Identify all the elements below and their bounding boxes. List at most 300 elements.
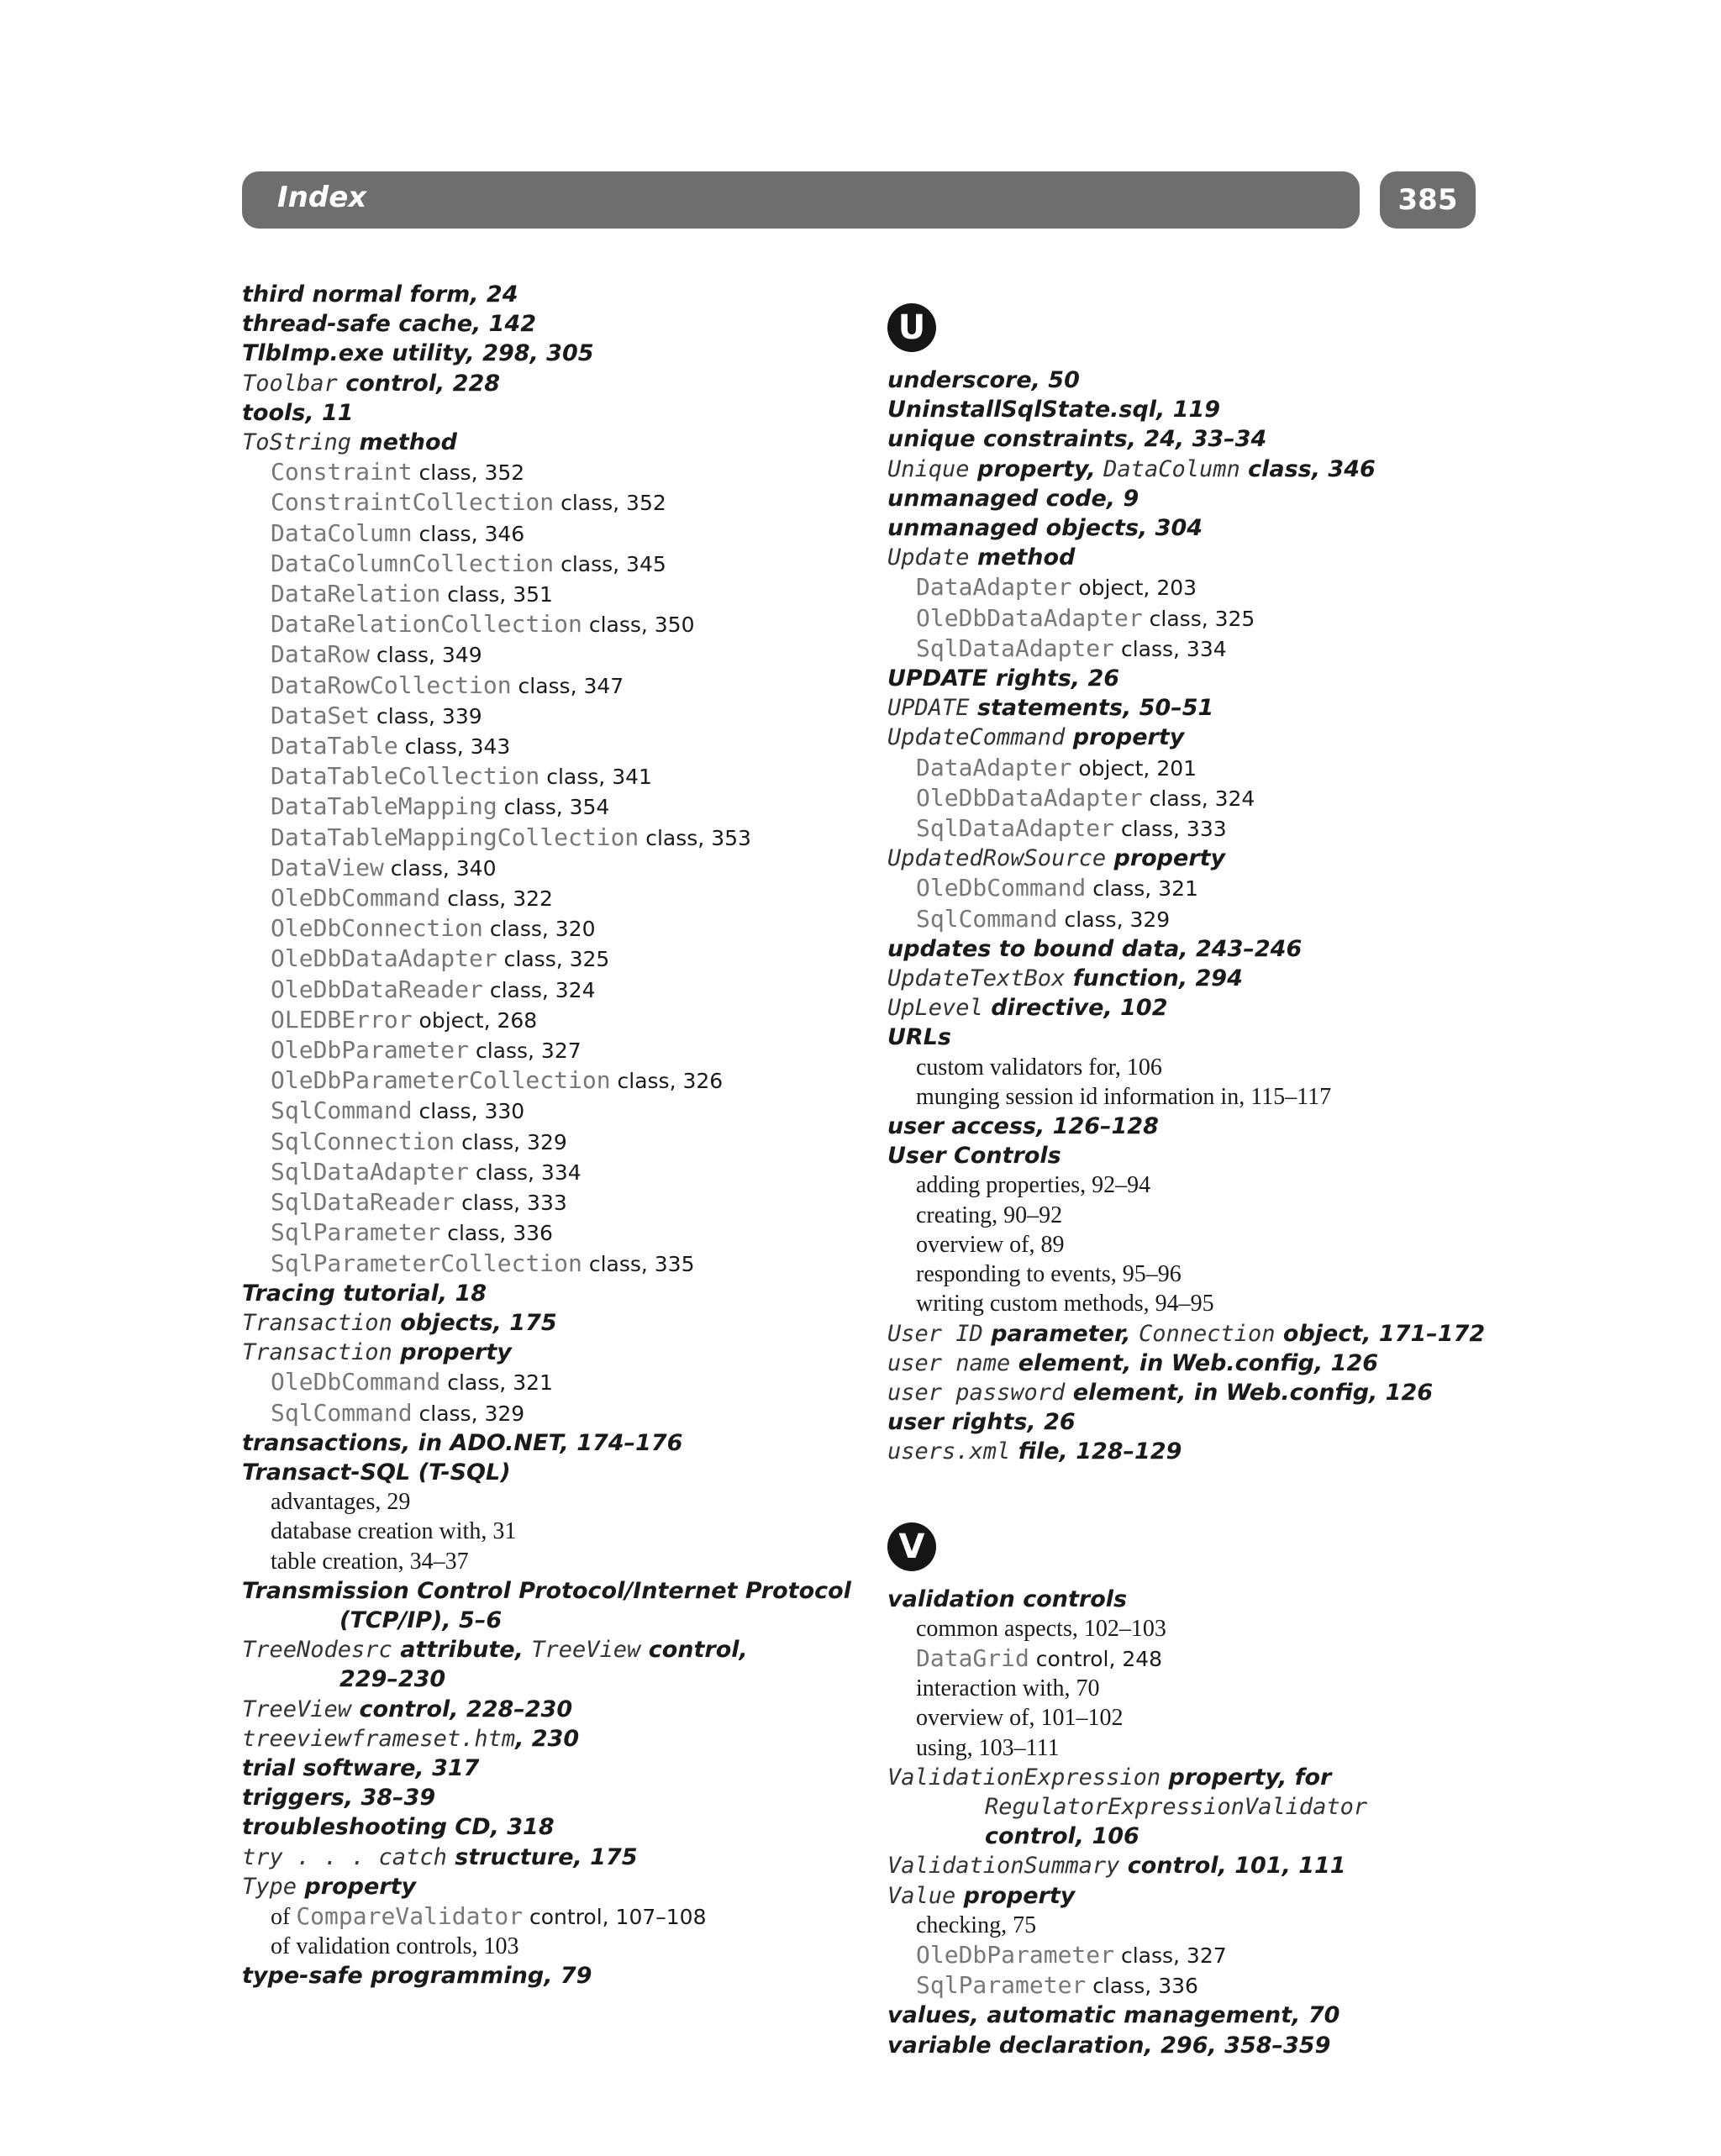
entry-text: common aspects, 102–103	[916, 1615, 1166, 1642]
index-subentry	[887, 1970, 1509, 2001]
entry-text: class, 326	[610, 1069, 724, 1094]
index-subentry	[887, 813, 1509, 844]
code-term: SqlCommand	[916, 904, 1058, 933]
entry-text: variable declaration, 296, 358–359	[887, 2032, 1331, 2059]
code-term: DataColumn	[1103, 455, 1240, 482]
index-subentry	[242, 639, 864, 670]
code-term: CompareValidator	[296, 1901, 524, 1930]
index-subentry	[887, 1053, 1509, 1082]
index-subentry	[887, 1289, 1509, 1318]
code-term: DataTableCollection	[271, 762, 540, 791]
code-term: SqlDataAdapter	[916, 814, 1115, 843]
index-subentry	[242, 701, 864, 731]
code-term: DataGrid	[916, 1643, 1029, 1672]
entry-text: statements, 50–51	[969, 695, 1214, 722]
index-subentry	[887, 1733, 1509, 1763]
entry-text: element, in Web.config, 126	[1065, 1379, 1434, 1406]
code-term: TreeView	[531, 1637, 641, 1664]
entry-text: Transmission Control Protocol/Internet Protocol	[242, 1577, 851, 1604]
entry-text: user rights, 26	[887, 1409, 1076, 1436]
code-term: ValidationSummary	[887, 1853, 1120, 1880]
code-term: Unique	[887, 455, 970, 482]
entry-text: of	[271, 1903, 297, 1930]
code-term: OleDbParameterCollection	[271, 1066, 611, 1095]
code-term: OleDbDataAdapter	[916, 603, 1143, 632]
code-term: SqlParameter	[916, 1971, 1087, 2000]
entry-text: tools, 11	[242, 399, 354, 426]
code-term: OleDbDataAdapter	[916, 783, 1143, 812]
index-entry	[887, 1763, 1509, 1792]
entry-text: class, 350	[582, 613, 695, 638]
index-subentry	[242, 1398, 864, 1428]
index-entry-continuation	[887, 1822, 1509, 1851]
code-term: TreeView	[242, 1696, 352, 1722]
entry-text: object, 171–172	[1275, 1320, 1486, 1347]
entry-text: URLs	[887, 1024, 951, 1051]
entry-text: class, 334	[1114, 636, 1227, 661]
entry-text: class, 334	[469, 1160, 582, 1185]
code-term: OleDbDataReader	[271, 975, 483, 1003]
index-entry-continuation	[242, 1606, 864, 1635]
entry-text: attribute,	[392, 1637, 532, 1664]
entry-text: adding properties, 92–94	[916, 1172, 1151, 1199]
entry-text: UPDATE rights, 26	[887, 665, 1120, 692]
index-entry	[242, 398, 864, 428]
code-term: DataRelationCollection	[271, 610, 582, 639]
index-subentry	[242, 731, 864, 761]
index-entry	[887, 844, 1509, 873]
index-subentry	[242, 1932, 864, 1961]
code-term: SqlConnection	[271, 1127, 455, 1155]
code-term: SqlDataReader	[271, 1188, 455, 1217]
entry-text: (TCP/IP), 5–6	[339, 1606, 503, 1633]
code-term: DataTableMappingCollection	[271, 823, 639, 851]
entry-text: class, 325	[497, 947, 610, 972]
code-term: SqlCommand	[271, 1096, 413, 1125]
index-subentry	[887, 753, 1509, 783]
entry-text: custom validators for, 106	[916, 1054, 1162, 1081]
code-term: users.xml	[887, 1438, 1011, 1465]
index-subentry	[242, 1249, 864, 1279]
index-subentry	[242, 579, 864, 609]
entry-text: class, 340	[383, 855, 497, 881]
index-subentry	[887, 1614, 1509, 1643]
index-entry	[242, 1724, 864, 1754]
index-subentry	[242, 1096, 864, 1126]
index-entry	[242, 339, 864, 368]
entry-text: class, 351	[440, 582, 553, 607]
index-entry	[887, 993, 1509, 1023]
entry-text: property	[955, 1882, 1076, 1909]
index-subentry	[887, 603, 1509, 634]
code-term: Update	[887, 544, 970, 571]
index-subentry	[887, 1082, 1509, 1112]
entry-text: third normal form, 24	[242, 281, 518, 308]
index-entry	[887, 1141, 1509, 1170]
entry-text: method	[351, 429, 457, 456]
index-entry	[242, 1338, 864, 1367]
code-term: UpdateTextBox	[887, 965, 1066, 992]
code-term: DataTable	[271, 732, 398, 760]
entry-text: property	[1065, 724, 1185, 751]
entry-text: method	[969, 544, 1076, 571]
index-entry	[242, 280, 864, 309]
entry-text: overview of, 89	[916, 1231, 1065, 1258]
code-term: DataAdapter	[916, 753, 1072, 781]
entry-text: database creation with, 31	[271, 1518, 517, 1545]
index-subentry	[242, 944, 864, 974]
entry-text: class, 343	[397, 734, 511, 760]
code-term: OleDbCommand	[271, 1368, 441, 1396]
index-entry	[242, 428, 864, 457]
entry-text: class, 353	[639, 825, 751, 850]
code-term: Transaction	[242, 1309, 392, 1336]
code-term: UpLevel	[887, 995, 983, 1022]
index-subentry	[887, 634, 1509, 664]
index-entry	[887, 484, 1509, 513]
index-entry	[887, 2031, 1509, 2060]
index-subentry	[242, 791, 864, 822]
entry-text: advantages, 29	[271, 1489, 411, 1516]
entry-text: class, 324	[482, 977, 596, 1002]
index-entry	[887, 693, 1509, 723]
entry-text: class, 335	[582, 1251, 695, 1276]
code-term: user name	[887, 1349, 1011, 1376]
entry-text: checking, 75	[916, 1911, 1037, 1938]
index-subentry	[242, 761, 864, 791]
entry-text: class, 327	[469, 1039, 582, 1064]
entry-text: class, 336	[1086, 1974, 1198, 1999]
entry-text: overview of, 101–102	[916, 1705, 1124, 1732]
entry-text: object, 203	[1071, 576, 1197, 601]
index-entry	[887, 1112, 1509, 1141]
entry-text: class, 333	[1114, 817, 1227, 842]
entry-text: control, 101, 111	[1119, 1853, 1346, 1880]
entry-text: class, 341	[539, 765, 652, 790]
index-entry	[887, 1407, 1509, 1437]
index-entry	[242, 1458, 864, 1487]
index-subentry	[242, 853, 864, 883]
index-subentry	[242, 1547, 864, 1576]
entry-text: User Controls	[887, 1143, 1061, 1170]
entry-text: class, 336	[440, 1221, 553, 1246]
entry-text: structure, 175	[446, 1843, 638, 1870]
code-term: SqlCommand	[271, 1398, 413, 1427]
index-subentry	[242, 1127, 864, 1157]
code-term: DataRow	[271, 640, 371, 669]
index-subentry	[242, 609, 864, 639]
code-term: DataSet	[271, 701, 371, 729]
index-subentry	[242, 1367, 864, 1397]
index-entry	[887, 1585, 1509, 1614]
index-column-left	[242, 280, 864, 1991]
code-term: Constraint	[271, 458, 413, 486]
code-term: DataView	[271, 853, 384, 881]
index-entry	[887, 1349, 1509, 1378]
index-subentry	[887, 1259, 1509, 1289]
entry-text: troubleshooting CD, 318	[242, 1814, 555, 1841]
entry-text: class, 321	[1086, 876, 1198, 902]
index-entry	[887, 365, 1509, 395]
code-term: DataRowCollection	[271, 670, 512, 699]
entry-text: class, 349	[370, 643, 482, 668]
entry-text: TlbImp.exe utility, 298, 305	[242, 340, 594, 367]
entry-text: unmanaged objects, 304	[887, 515, 1203, 542]
code-term: Transaction	[242, 1339, 392, 1366]
index-subentry	[887, 873, 1509, 903]
code-term: DataRelation	[271, 580, 441, 608]
index-entry	[242, 1783, 864, 1812]
index-subentry	[887, 1911, 1509, 1940]
index-subentry	[242, 975, 864, 1005]
entry-text: directive, 102	[982, 995, 1168, 1022]
code-term: OleDbCommand	[916, 874, 1087, 902]
entry-text: unmanaged code, 9	[887, 485, 1139, 512]
code-term: ToString	[242, 429, 352, 456]
index-subentry	[887, 904, 1509, 934]
code-term: OLEDBError	[271, 1005, 413, 1033]
entry-text: responding to events, 95–96	[916, 1261, 1182, 1288]
index-entry-continuation	[242, 1664, 864, 1694]
index-entry	[887, 1851, 1509, 1880]
code-term: TreeNodesrc	[242, 1637, 392, 1664]
index-entry	[887, 543, 1509, 572]
index-entry	[887, 1319, 1509, 1349]
entry-text: class, 324	[1142, 786, 1255, 811]
index-subentry	[242, 913, 864, 944]
entry-text: Tracing tutorial, 18	[242, 1280, 487, 1307]
index-entry	[887, 664, 1509, 693]
entry-text: using, 103–111	[916, 1734, 1060, 1761]
index-subentry	[887, 1230, 1509, 1259]
index-entry	[242, 1695, 864, 1724]
index-entry	[242, 1961, 864, 1990]
entry-text: parameter,	[982, 1320, 1139, 1347]
index-subentry	[887, 1703, 1509, 1733]
entry-text: control, 248	[1029, 1646, 1163, 1671]
entry-text: creating, 90–92	[916, 1202, 1063, 1228]
index-subentry	[887, 1940, 1509, 1970]
running-header-bar	[242, 171, 1360, 229]
code-term: OleDbCommand	[271, 884, 441, 912]
index-subentry	[887, 1201, 1509, 1230]
entry-text: interaction with, 70	[916, 1675, 1100, 1702]
index-entry	[887, 513, 1509, 543]
code-term: SqlDataAdapter	[271, 1157, 470, 1186]
index-subentry	[242, 670, 864, 701]
code-term: DataAdapter	[916, 573, 1072, 602]
entry-text: 229–230	[339, 1666, 446, 1693]
entry-text: property,	[969, 455, 1104, 482]
entry-text: class, 347	[511, 673, 624, 698]
code-term: RegulatorExpressionValidator	[985, 1793, 1368, 1820]
entry-text: , 230	[515, 1725, 580, 1752]
entry-text: user access, 126–128	[887, 1113, 1159, 1140]
index-subentry	[242, 1005, 864, 1035]
section-gap	[887, 1467, 1509, 1499]
entry-text: class, 352	[412, 460, 525, 486]
index-subentry	[242, 823, 864, 853]
index-entry	[242, 1308, 864, 1338]
index-entry	[887, 964, 1509, 993]
code-term: DataColumn	[271, 518, 413, 547]
entry-text: underscore, 50	[887, 367, 1080, 393]
index-entry	[887, 424, 1509, 454]
code-term: User ID	[887, 1320, 983, 1347]
entry-text: UninstallSqlState.sql, 119	[887, 397, 1221, 423]
entry-text: property	[1106, 845, 1226, 872]
index-entry	[887, 1023, 1509, 1052]
section-letter	[887, 290, 1509, 365]
entry-text: control,	[640, 1637, 748, 1664]
entry-text: class, 320	[482, 917, 596, 942]
entry-text: property, for	[1160, 1764, 1332, 1791]
index-entry	[242, 1812, 864, 1842]
index-subentry	[887, 783, 1509, 813]
code-term: user password	[887, 1379, 1066, 1406]
index-entry	[887, 1378, 1509, 1407]
code-term: DataColumnCollection	[271, 549, 555, 577]
entry-text: class, 329	[455, 1129, 567, 1154]
entry-text: property	[392, 1339, 512, 1366]
entry-text: class, 330	[412, 1099, 525, 1124]
entry-text: class, 354	[497, 795, 610, 820]
code-term: SqlDataAdapter	[916, 634, 1115, 662]
entry-text: writing custom methods, 94–95	[916, 1291, 1214, 1317]
entry-text: class, 329	[412, 1401, 525, 1426]
index-entry	[242, 1279, 864, 1308]
page-number: 385	[1380, 171, 1476, 229]
code-term: UpdateCommand	[887, 724, 1066, 751]
index-subentry	[242, 549, 864, 579]
index-entry	[887, 1437, 1509, 1466]
index-subentry	[242, 1065, 864, 1096]
index-subentry	[242, 518, 864, 549]
index-subentry	[242, 883, 864, 913]
index-subentry	[242, 1187, 864, 1217]
index-entry	[887, 455, 1509, 484]
index-subentry	[242, 1035, 864, 1065]
index-entry	[242, 309, 864, 339]
entry-text: values, automatic management, 70	[887, 2002, 1340, 2029]
index-entry	[887, 934, 1509, 964]
code-term: OleDbParameter	[271, 1036, 470, 1065]
entry-text: class, 346	[412, 521, 525, 546]
section-letter-badge: V	[887, 1522, 936, 1571]
code-term: SqlParameter	[271, 1218, 441, 1247]
code-term: SqlParameterCollection	[271, 1249, 582, 1277]
entry-text: class, 346	[1239, 455, 1376, 482]
entry-text: control, 228	[337, 370, 501, 397]
entry-text: class, 321	[440, 1370, 553, 1396]
entry-text: validation controls	[887, 1585, 1128, 1612]
index-entry-continuation	[887, 1792, 1509, 1822]
entry-text: class, 352	[554, 491, 666, 516]
index-subentry	[242, 1901, 864, 1932]
code-term: ConstraintCollection	[271, 488, 555, 517]
index-entry	[242, 1576, 864, 1606]
index-subentry	[242, 487, 864, 518]
index-entry	[887, 395, 1509, 424]
entry-text: control, 106	[985, 1823, 1139, 1850]
index-subentry	[242, 457, 864, 487]
index-subentry	[242, 1517, 864, 1546]
code-term: ValidationExpression	[887, 1764, 1161, 1791]
code-term: OleDbConnection	[271, 914, 483, 943]
index-entry	[242, 1754, 864, 1783]
index-entry	[242, 369, 864, 398]
entry-text: function, 294	[1065, 965, 1243, 992]
entry-text: type-safe programming, 79	[242, 1963, 592, 1990]
index-entry	[887, 2001, 1509, 2030]
entry-text: munging session id information in, 115–117	[916, 1083, 1332, 1110]
code-term: try . . . catch	[242, 1843, 447, 1870]
index-subentry	[887, 572, 1509, 602]
section-letter-badge: U	[887, 303, 936, 352]
entry-text: class, 325	[1142, 606, 1255, 631]
index-column-right	[887, 280, 1509, 2060]
index-subentry	[242, 1487, 864, 1517]
entry-text: object, 201	[1071, 755, 1197, 781]
index-subentry	[887, 1674, 1509, 1703]
code-term: Type	[242, 1873, 297, 1900]
entry-text: table creation, 34–37	[271, 1548, 469, 1575]
entry-text: file, 128–129	[1010, 1438, 1182, 1465]
entry-text: thread-safe cache, 142	[242, 311, 537, 338]
code-term: UpdatedRowSource	[887, 845, 1107, 872]
index-entry	[887, 723, 1509, 752]
code-term: Toolbar	[242, 370, 338, 397]
code-term: Value	[887, 1882, 956, 1909]
index-entry	[242, 1635, 864, 1664]
entry-text: trial software, 317	[242, 1754, 480, 1781]
entry-text: control, 107–108	[523, 1904, 707, 1929]
entry-text: class, 339	[370, 703, 482, 728]
entry-text: transactions, in ADO.NET, 174–176	[242, 1429, 683, 1456]
entry-text: class, 345	[554, 551, 666, 576]
section-letter	[887, 1509, 1509, 1585]
code-term: OleDbParameter	[916, 1940, 1115, 1969]
entry-text: class, 333	[455, 1191, 567, 1216]
entry-text: objects, 175	[392, 1309, 557, 1336]
index-subentry	[242, 1217, 864, 1248]
code-term: DataTableMapping	[271, 792, 497, 821]
entry-text: class, 329	[1057, 907, 1171, 932]
entry-text: Transact-SQL (T-SQL)	[242, 1459, 511, 1486]
code-term: Connection	[1138, 1320, 1276, 1347]
entry-text: property	[297, 1873, 417, 1900]
entry-text: object, 268	[412, 1007, 538, 1033]
index-subentry	[887, 1643, 1509, 1674]
entry-text: class, 322	[440, 886, 553, 912]
index-subentry	[242, 1157, 864, 1187]
index-entry	[242, 1428, 864, 1458]
entry-text: element, in Web.config, 126	[1010, 1349, 1379, 1376]
code-term: OleDbDataAdapter	[271, 944, 497, 973]
entry-text: updates to bound data, 243–246	[887, 935, 1303, 962]
entry-text: of validation controls, 103	[271, 1933, 519, 1960]
index-entry	[242, 1872, 864, 1901]
entry-text: unique constraints, 24, 33–34	[887, 426, 1267, 453]
index-entry	[242, 1843, 864, 1872]
code-term: treeviewframeset.htm	[242, 1725, 516, 1752]
running-header-title: Index	[277, 181, 367, 214]
index-subentry	[887, 1170, 1509, 1200]
entry-text: control, 228–230	[351, 1696, 573, 1722]
code-term: UPDATE	[887, 695, 970, 722]
entry-text: class, 327	[1114, 1943, 1227, 1968]
index-entry	[887, 1881, 1509, 1911]
